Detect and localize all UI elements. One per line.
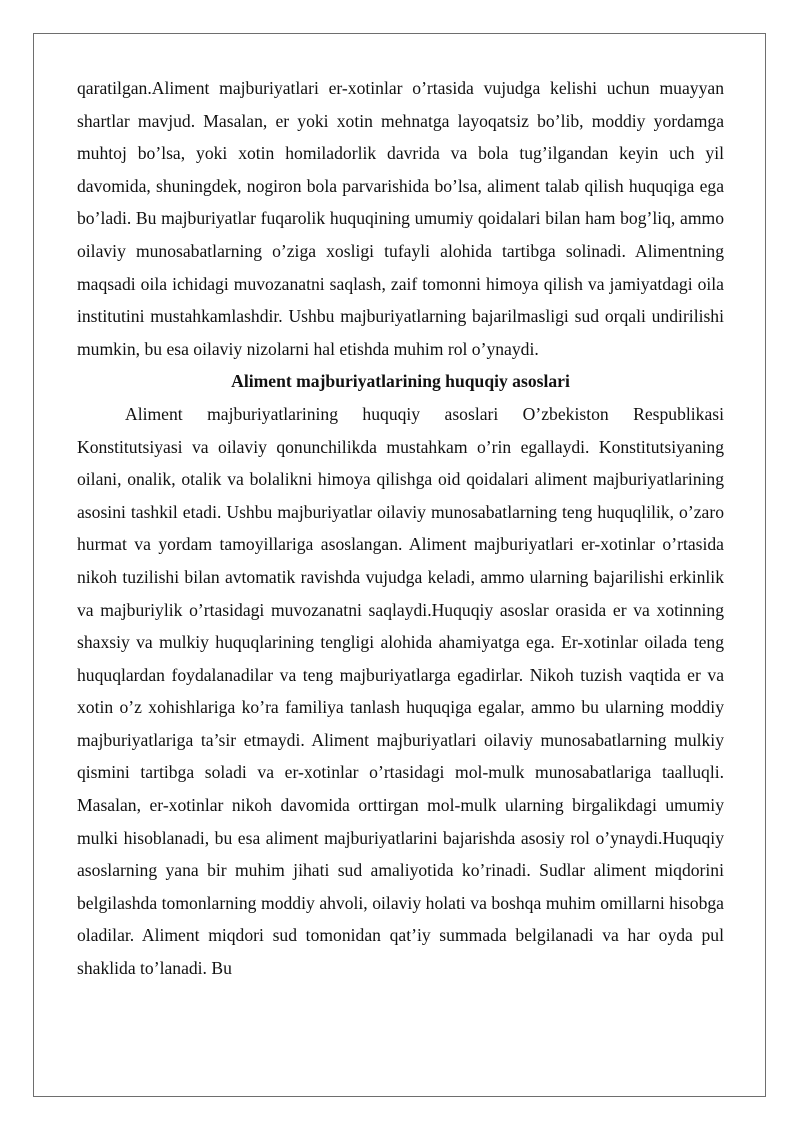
body-paragraph: qaratilgan.Aliment majburiyatlari er-xotinlar o’rtasida vujudga kelishi uchun muayyan shartlar mavjud. Masalan, er yoki xotin mehnatga layoqatsiz bo’lib, moddiy yordamga muhtoj bo’lsa, yoki xotin homiladorlik davrida va bola tug’ilgandan keyin uch yil davomida, shuningdek, nogiron bola parvarishida bo’lsa, aliment talab qilish huquqiga ega bo’ladi. Bu majburiyatlar fuqarolik huquqining umumiy qoidalari bilan ham bog’liq, ammo oilaviy munosabatlarning o’ziga xosligi tufayli alohida tartibga solinadi. Alimentning maqsadi oila ichidagi muvozanatni saqlash, zaif tomonni himoya qilish va jamiyatdagi oila institutini mustahkamlashdir. Ushbu majburiyatlarning bajarilmasligi sud orqali undirilishi mumkin, bu esa oilaviy nizolarni hal etishda muhim rol o’ynaydi. [77, 78, 724, 359]
page-content [77, 72, 724, 985]
section-heading: Aliment majburiyatlarining huquqiy asoslari [231, 371, 570, 392]
body-paragraph: Aliment majburiyatlarining huquqiy asoslari O’zbekiston Respublikasi Konstitutsiyasi va oilaviy qonunchilikda mustahkam o’rin egallaydi. Konstitutsiyaning oilani, onalik, otalik va bolalikni himoya qilishga oid qoidalari aliment majburiyatlarining asosini tashkil etadi. Ushbu majburiyatlar oilaviy munosabatlarning teng huquqlilik, o’zaro hurmat va yordam tamoyillariga asoslangan. Aliment majburiyatlari er-xotinlar o’rtasida nikoh tuzilishi bilan avtomatik ravishda vujudga keladi, ammo ularning bajarilishi erkinlik va majburiylik o’rtasidagi muvozanatni saqlaydi.Huquqiy asoslar orasida er va xotinning shaxsiy va mulkiy huquqlarining tengligi alohida ahamiyatga ega. Er-xotinlar oilada teng huquqlardan foydalanadilar va teng majburiyatlarga egadirlar. Nikoh tuzish vaqtida er va xotin o’z xohishlariga ko’ra familiya tanlash huquqiga egalar, ammo bu ularning moddiy majburiyatlariga ta’sir etmaydi. Aliment majburiyatlari oilaviy munosabatlarning mulkiy qismini tartibga soladi va er-xotinlar o’rtasidagi mol-mulk munosabatlariga taalluqli. Masalan, er-xotinlar nikoh davomida orttirgan mol-mulk ularning birgalikdagi umumiy mulki hisoblanadi, bu esa aliment majburiyatlarini bajarishda asosiy rol o’ynaydi.Huquqiy asoslarning yana bir muhim jihati sud amaliyotida ko’rinadi. Sudlar aliment miqdorini belgilashda tomonlarning moddiy ahvoli, oilaviy holati va boshqa muhim omillarni hisobga oladilar. Aliment miqdori sud tomonidan qat’iy summada belgilanadi va har oyda pul shaklida to’lanadi. Bu [77, 403, 724, 979]
